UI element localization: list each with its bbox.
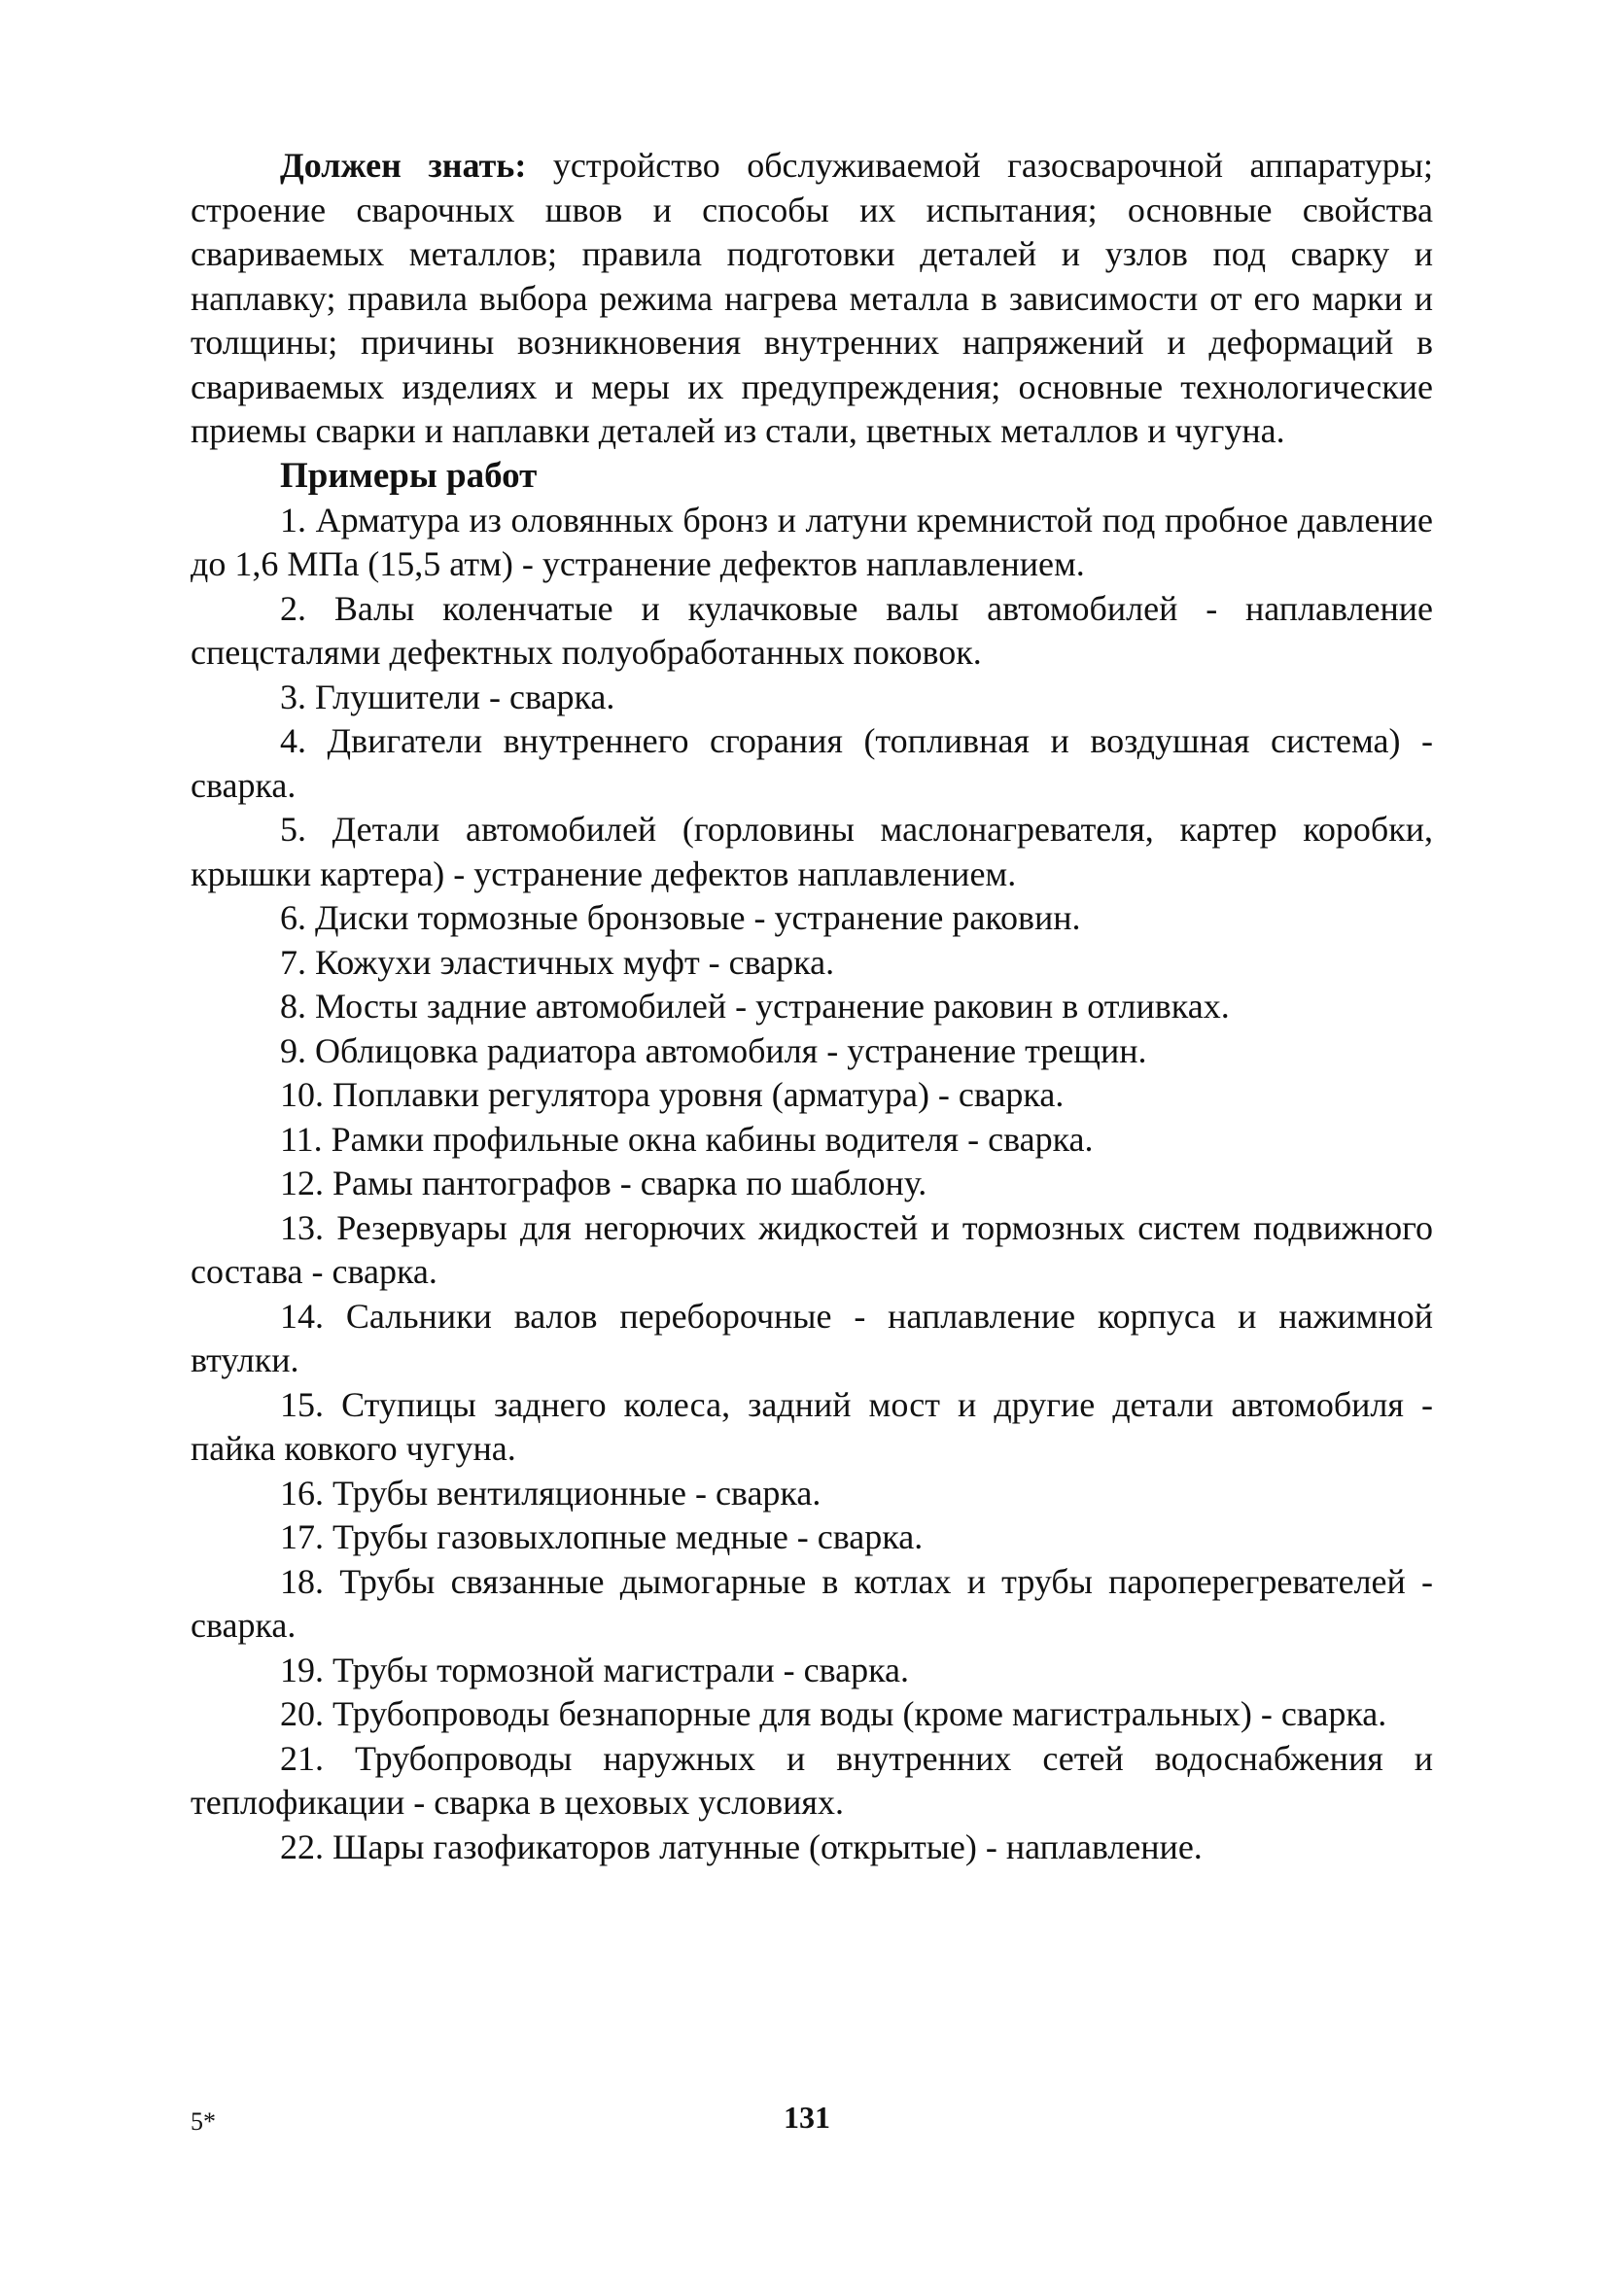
list-item: 7. Кожухи эластичных муфт - сварка. bbox=[280, 942, 835, 982]
list-item: 4. Двигатели внутреннего сгорания (топливная и воздушная система) - сварка. bbox=[191, 721, 1433, 805]
list-item: 19. Трубы тормозной магистрали - сварка. bbox=[280, 1650, 910, 1689]
list-item: 18. Трубы связанные дымогарные в котлах и трубы пароперегревателей - сварка. bbox=[191, 1561, 1433, 1645]
intro-text: устройство обслуживаемой газосварочной аппаратуры; строение сварочных швов и способы их испытания; основные свойства свариваемых металлов; правила подготовки деталей и узлов под сварку и наплавку; правила выбора режима нагрева металла в зависимости от его марки и толщины; причины возникновения внутренних напряжений и деформаций в свариваемых изделиях и меры их предупреждения; основные технологические приемы сварки и наплавки деталей из стали, цветных металлов и чугуна. bbox=[191, 146, 1433, 450]
list-item: 11. Рамки профильные окна кабины водителя - сварка. bbox=[280, 1119, 1094, 1159]
list-item: 1. Арматура из оловянных бронз и латуни кремнистой под пробное давление до 1,6 МПа (15,5 атм) - устранение дефектов наплавлением. bbox=[191, 500, 1433, 583]
section-heading: Примеры работ bbox=[280, 455, 538, 496]
list-item: 15. Ступицы заднего колеса, задний мост и другие детали автомобиля - пайка ковкого чугуна. bbox=[191, 1384, 1433, 1468]
page-body bbox=[191, 144, 1433, 1869]
list-item: 2. Валы коленчатые и кулачковые валы автомобилей - наплавление спецсталями дефектных полуобработанных поковок. bbox=[191, 588, 1433, 672]
list-item: 5. Детали автомобилей (горловины маслонагревателя, картер коробки, крышки картера) - устранение дефектов наплавлением. bbox=[191, 810, 1433, 893]
list-item: 10. Поплавки регулятора уровня (арматура) - сварка. bbox=[280, 1075, 1065, 1114]
list-item: 8. Мосты задние автомобилей - устранение раковин в отливках. bbox=[280, 987, 1230, 1026]
list-item: 12. Рамы пантографов - сварка по шаблону. bbox=[280, 1164, 927, 1202]
list-item: 3. Глушители - сварка. bbox=[280, 677, 615, 716]
signature-mark: 5* bbox=[191, 2107, 216, 2136]
page-number: 131 bbox=[784, 2100, 830, 2135]
intro-paragraph bbox=[191, 144, 1433, 454]
list-item: 14. Сальники валов переборочные - наплавление корпуса и нажимной втулки. bbox=[191, 1296, 1433, 1379]
intro-lead: Должен знать: bbox=[280, 146, 527, 185]
list-item: 6. Диски тормозные бронзовые - устранение раковин. bbox=[280, 898, 1081, 937]
list-item: 9. Облицовка радиатора автомобиля - устранение трещин. bbox=[280, 1030, 1147, 1070]
list-item: 13. Резервуары для негорючих жидкостей и тормозных систем подвижного состава - сварка. bbox=[191, 1207, 1433, 1291]
list-item: 16. Трубы вентиляционные - сварка. bbox=[280, 1473, 821, 1513]
list-item: 17. Трубы газовыхлопные медные - сварка. bbox=[280, 1517, 924, 1556]
list-item: 22. Шары газофикаторов латунные (открытые) - наплавление. bbox=[280, 1826, 1203, 1866]
list-item: 20. Трубопроводы безнапорные для воды (кроме магистральных) - сварка. bbox=[280, 1694, 1387, 1733]
list-item: 21. Трубопроводы наружных и внутренних сетей водоснабжения и теплофикации - сварка в цеховых условиях. bbox=[191, 1738, 1433, 1822]
